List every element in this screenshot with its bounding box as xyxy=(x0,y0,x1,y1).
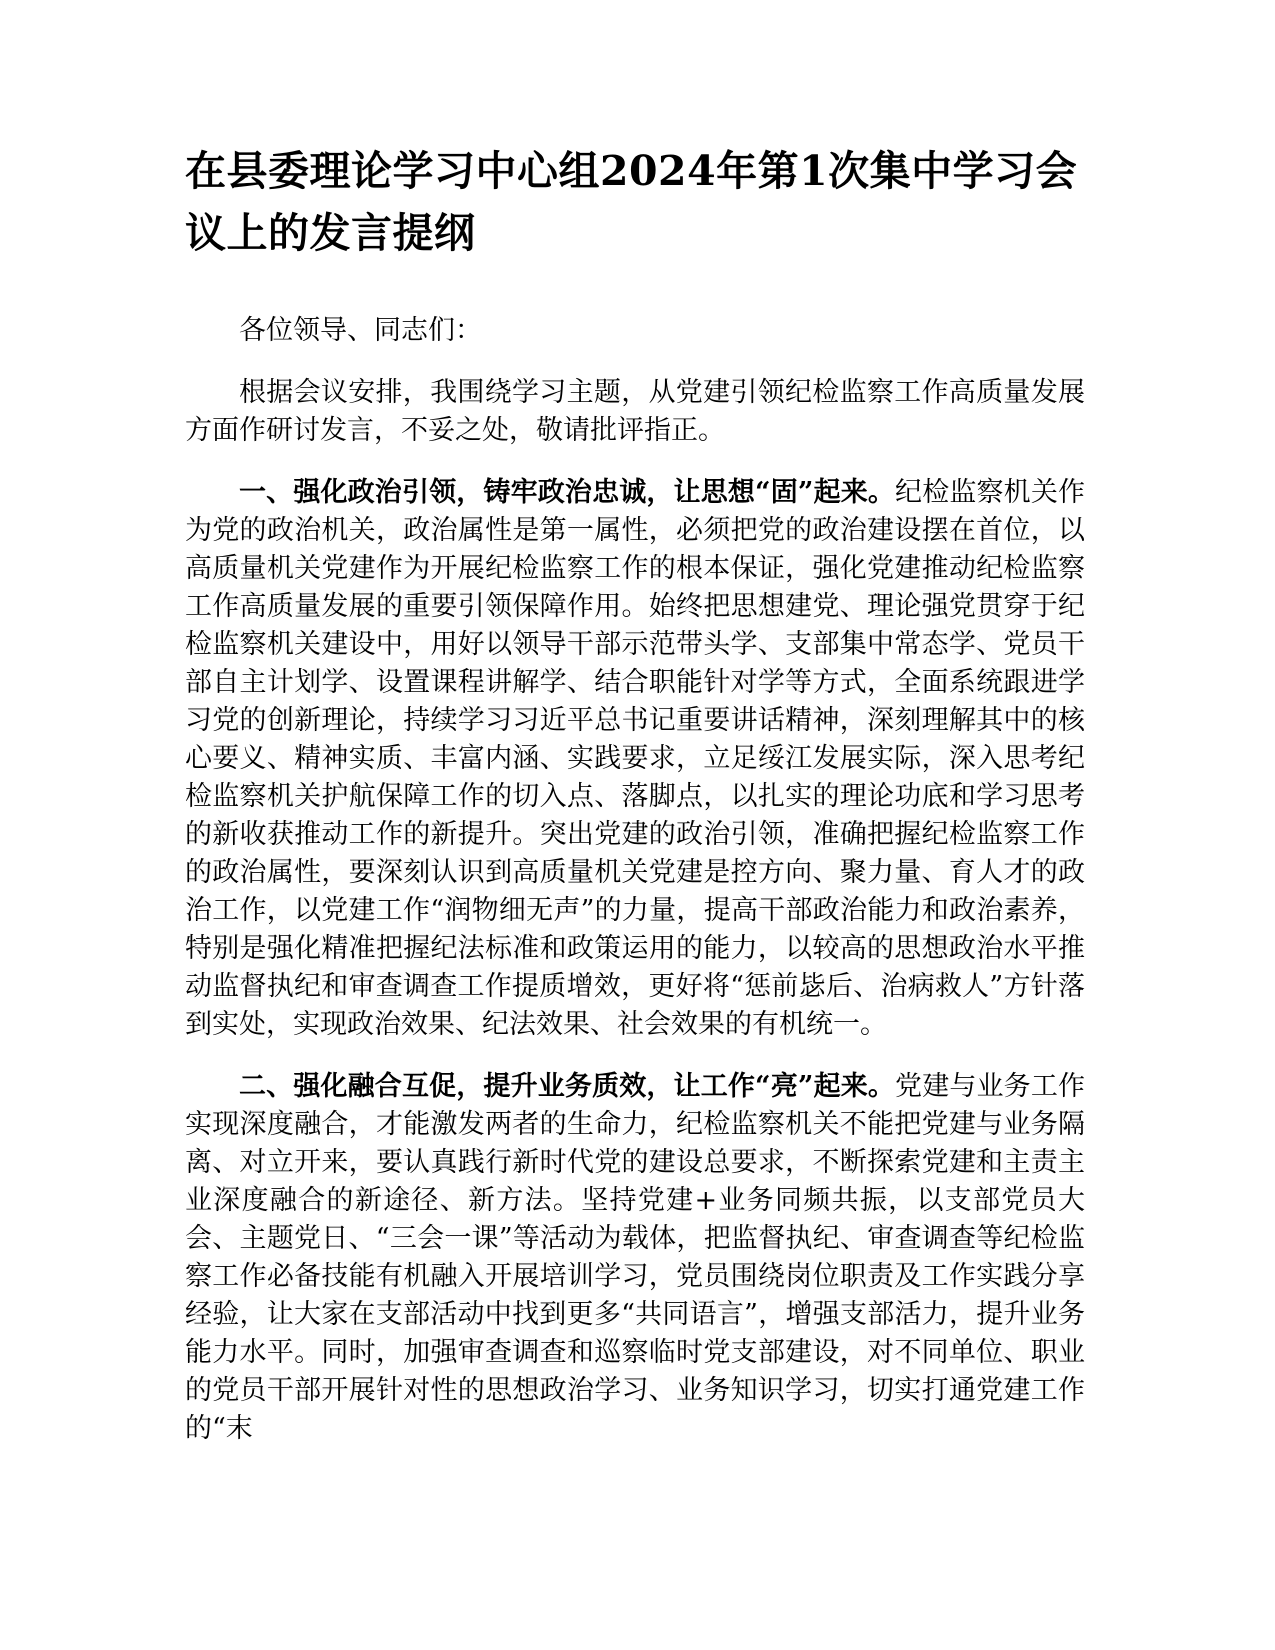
section-1-body: 纪检监察机关作为党的政治机关，政治属性是第一属性，必须把党的政治建设摆在首位，以高质量机关党建作为开展纪检监察工作的根本保证，强化党建推动纪检监察工作高质量发展的重要引领保障作用。始终把思想建党、理论强党贯穿于纪检监察机关建设中，用好以领导干部示范带头学、支部集中常态学、党员干部自主计划学、设置课程讲解学、结合职能针对学等方式，全面系统跟进学习党的创新理论，持续学习习近平总书记重要讲话精神，深刻理解其中的核心要义、精神实质、丰富内涵、实践要求，立足绥江发展实际，深入思考纪检监察机关护航保障工作的切入点、落脚点，以扎实的理论功底和学习思考的新收获推动工作的新提升。突出党建的政治引领，准确把握纪检监察工作的政治属性，要深刻认识到高质量机关党建是控方向、聚力量、育人才的政治工作，以党建工作“润物细无声”的力量，提高干部政治能力和政治素养，特别是强化精准把握纪法标准和政策运用的能力，以较高的思想政治水平推动监督执纪和审查调查工作提质增效，更好将“惩前毖后、治病救人”方针落到实处，实现政治效果、纪法效果、社会效果的有机统一。 xyxy=(185,477,1086,1040)
intro-paragraph: 根据会议安排，我围绕学习主题，从党建引领纪检监察工作高质量发展方面作研讨发言，不妥之处，敬请批评指正。 xyxy=(185,377,1085,446)
salutation: 各位领导、同志们： xyxy=(239,315,482,346)
section-2-paragraph xyxy=(185,1068,1085,1448)
section-2-body: 党建与业务工作实现深度融合，才能激发两者的生命力，纪检监察机关不能把党建与业务隔离、对立开来，要认真践行新时代党的建设总要求，不断探索党建和主责主业深度融合的新途径、新方法。坚持党建+业务同频共振，以支部党员大会、主题党日、“三会一课”等活动为载体，把监督执纪、审查调查等纪检监察工作必备技能有机融入开展培训学习，党员围绕岗位职责及工作实践分享经验，让大家在支部活动中找到更多“共同语言”，增强支部活力，提升业务能力水平。同时，加强审查调查和巡察临时党支部建设，对不同单位、职业的党员干部开展针对性的思想政治学习、业务知识学习，切实打通党建工作的“末 xyxy=(185,1071,1086,1444)
section-2-heading: 二、强化融合互促，提升业务质效，让工作“亮”起来。 xyxy=(239,1071,896,1102)
document-title: 在县委理论学习中心组2024年第1次集中学习会议上的发言提纲 xyxy=(185,147,1078,257)
document-page xyxy=(185,140,1085,1448)
section-1-paragraph xyxy=(185,474,1085,1044)
section-1-heading: 一、强化政治引领，铸牢政治忠诚，让思想“固”起来。 xyxy=(239,477,896,508)
